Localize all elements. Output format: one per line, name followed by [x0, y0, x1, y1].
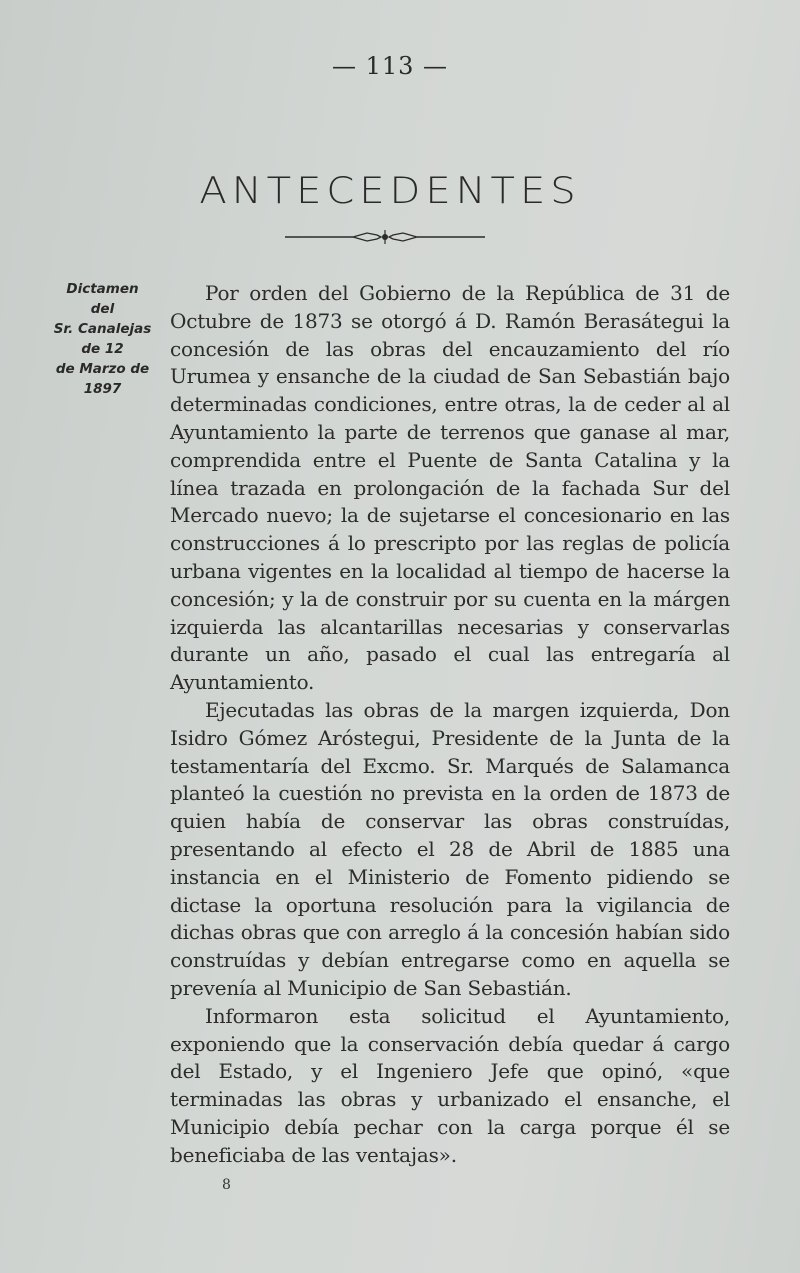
body-text [170, 280, 730, 1170]
margin-note-line: de 12 [81, 341, 124, 357]
ornament-divider-icon [285, 228, 485, 246]
margin-note-line: de Marzo de [55, 361, 150, 377]
section-heading: ANTECEDENTES [199, 169, 581, 213]
paragraph: Por orden del Gobierno de la República de 31 de Octubre de 1873 se otorgó á D. Ramón Berasátegui la concesión de las obras del encauzamiento del río Urumea y ensanche de la ciudad de San Sebastián bajo determinadas condiciones, entre otras, la de ceder al al Ayuntamiento la parte de terrenos que ganase al mar, comprendida entre el Puente de Santa Catalina y la línea trazada en prolongación de la fachada Sur del Mercado nuevo; la de sujetarse el concesionario en las construcciones á lo prescripto por las reglas de policía urbana vigentes en la localidad al tiempo de hacerse la concesión; y la de construir por su cuenta en la márgen izquierda las alcantarillas necesarias y conservarlas durante un año, pasado el cual las entregaría al Ayuntamiento. [170, 281, 730, 695]
page-number: — 113 — [331, 52, 449, 80]
paragraph: Informaron esta solicitud el Ayuntamiento, exponiendo que la conservación debía quedar á cargo del Estado, y el Ingeniero Jefe que opinó, «que terminadas las obras y urbanizado el ensanche, el Municipio debía pechar con la carga porque él se beneficiaba de las ventajas». [170, 1003, 730, 1167]
paragraph: Ejecutadas las obras de la margen izquierda, Don Isidro Gómez Aróstegui, Presidente de la Junta de la testamentaría del Excmo. Sr. Marqués de Salamanca planteó la cuestión no prevista en la orden de 1873 de quien había de conservar las obras construídas, presentando al efecto el 28 de Abril de 1885 una instancia en el Ministerio de Fomento pidiendo se dictase la oportuna resolución para la vigilancia de dichas obras que con arreglo á la concesión habían sido construídas y debían entregarse como en aquella se prevenía al Municipio de San Sebastián. [170, 697, 730, 1000]
margin-note-line: 1897 [83, 381, 122, 397]
margin-note-line: Sr. Canalejas [53, 321, 152, 337]
margin-note-line: Dictamen [66, 281, 139, 297]
signature-mark: 8 [222, 1177, 231, 1193]
margin-note [40, 279, 165, 399]
margin-note-line: del [90, 301, 115, 317]
